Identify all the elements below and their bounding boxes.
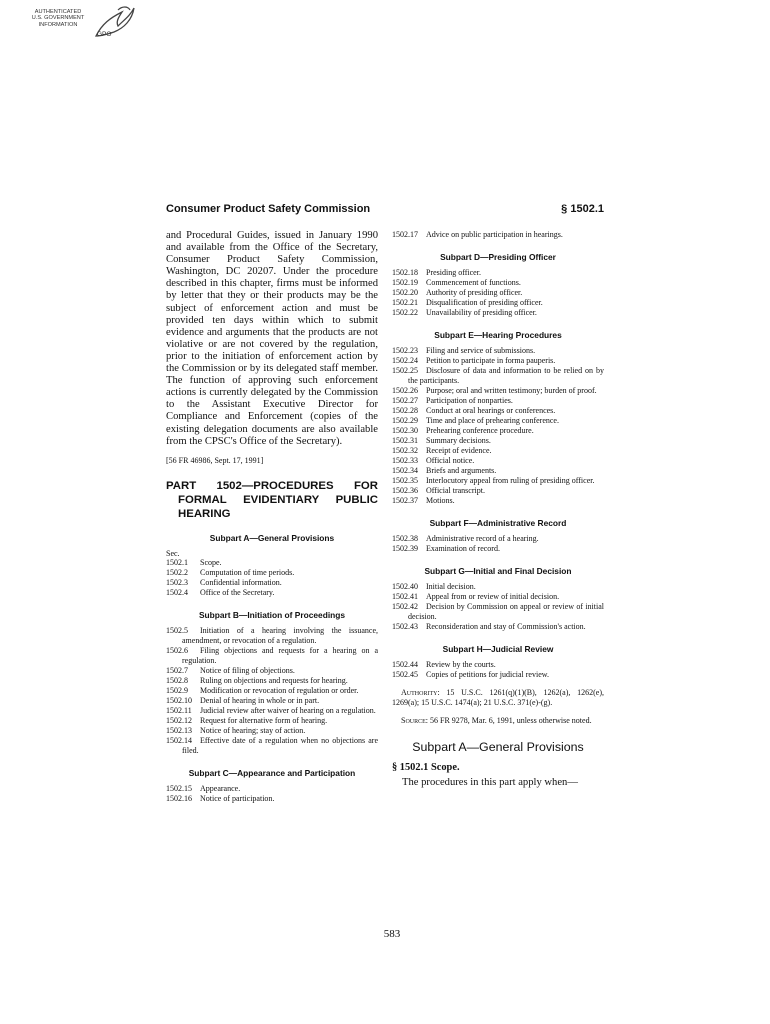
toc-item: 1502.7 Notice of filing of objections. <box>166 665 295 675</box>
subpart-e-heading: Subpart E—Hearing Procedures <box>434 330 562 340</box>
toc-item: 1502.45 Copies of petitions for judicial review. <box>392 670 550 679</box>
right-column <box>392 230 604 789</box>
page-number: 583 <box>383 928 401 940</box>
toc-item: 1502.10 Denial of hearing in whole or in part. <box>166 695 320 705</box>
toc-item: 1502.33 Official notice. <box>392 456 475 465</box>
toc-item: 1502.21 Disqualification of presiding officer. <box>392 298 543 307</box>
toc-item: 1502.9 Modification or revocation of regulation or order. <box>166 685 359 695</box>
toc-item: 1502.35 Interlocutory appeal from ruling of presiding officer. <box>392 476 595 485</box>
toc-item: 1502.38 Administrative record of a hearing. <box>392 534 539 543</box>
toc-item: 1502.20 Authority of presiding officer. <box>392 288 523 297</box>
toc-item: 1502.31 Summary decisions. <box>392 436 491 445</box>
toc-item: 1502.3 Confidential information. <box>166 577 282 587</box>
toc-item: 1502.41 Appeal from or review of initial decision. <box>392 592 560 601</box>
subpart-h-heading: Subpart H—Judicial Review <box>442 644 554 654</box>
seal-gpo: GPO <box>97 31 112 38</box>
subpart-d-heading: Subpart D—Presiding Officer <box>440 252 556 262</box>
seal-text: AUTHENTICATED U.S. GOVERNMENT INFORMATION <box>31 9 85 28</box>
toc-item: 1502.25 Disclosure of data and information to be relied on by the participants. <box>392 366 604 385</box>
subpart-b-list <box>166 626 378 756</box>
toc-item: 1502.16 Notice of participation. <box>166 793 275 803</box>
toc-item: 1502.13 Notice of hearing; stay of action. <box>166 725 306 735</box>
subpart-f-list <box>392 534 604 554</box>
toc-item: 1502.29 Time and place of prehearing conference. <box>392 416 559 425</box>
toc-item: 1502.19 Commencement of functions. <box>392 278 521 287</box>
toc-item: 1502.8 Ruling on objections and requests for hearing. <box>166 675 348 685</box>
toc-item: 1502.17 Advice on public participation in hearings. <box>392 230 563 239</box>
subpart-c-list <box>166 784 378 804</box>
left-column <box>166 230 378 804</box>
toc-item: 1502.26 Purpose; oral and written testimony; burden of proof. <box>392 386 597 395</box>
toc-item: 1502.2 Computation of time periods. <box>166 567 295 577</box>
subpart-d-list <box>392 268 604 318</box>
toc-item: 1502.27 Participation of nonparties. <box>392 396 513 405</box>
subpart-e-list <box>392 346 604 506</box>
toc-item: 1502.42 Decision by Commission on appeal or review of initial decision. <box>392 602 604 621</box>
section-heading: § 1502.1 Scope. <box>392 762 460 773</box>
toc-item: 1502.12 Request for alternative form of hearing. <box>166 715 328 725</box>
toc-item: 1502.23 Filing and service of submissions. <box>392 346 536 355</box>
toc-item: 1502.24 Petition to participate in forma pauperis. <box>392 356 556 365</box>
sec-label: Sec. <box>166 548 180 558</box>
citation: [56 FR 46986, Sept. 17, 1991] <box>166 455 264 465</box>
section-text: The procedures in this part apply when— <box>402 777 578 788</box>
source-note: Source: 56 FR 9278, Mar. 6, 1991, unless otherwise noted. <box>401 716 592 725</box>
eagle-icon <box>88 4 138 44</box>
toc-item: 1502.18 Presiding officer. <box>392 268 481 277</box>
toc-item: 1502.6 Filing objections and requests for a hearing on a regulation. <box>166 645 378 665</box>
toc-item: 1502.43 Reconsideration and stay of Commission's action. <box>392 622 586 631</box>
subpart-a-heading: Subpart A—General Provisions <box>209 532 335 543</box>
toc-item: 1502.22 Unavailability of presiding officer. <box>392 308 537 317</box>
running-head-agency: Consumer Product Safety Commission <box>166 203 371 215</box>
intro-paragraph: and Procedural Guides, issued in January 1990 and available from the Office of the Secretary, Consumer Product Safety Commission, Washington, DC 20207. Under the procedure described in this chapter, firms must be informed by letter that they or their products may be the subject of enforcement action and must be provided ten days within which to submit evidence and arguments that the products are not violative or are not covered by the regulation, prior to the initiation of enforcement action by the Commission or by its delegated staff member. The function of approving such enforcement actions is currently delegated by the Commission to the Assistant Executive Director for Compliance and Enforcement (copies of the existing delegation documents are also available from the CPSC's Office of the Secretary). <box>166 230 378 447</box>
toc-item: 1502.39 Examination of record. <box>392 544 500 553</box>
subpart-f-heading: Subpart F—Administrative Record <box>429 518 567 528</box>
toc-item: 1502.28 Conduct at oral hearings or conferences. <box>392 406 556 415</box>
toc-item: 1502.37 Motions. <box>392 496 455 505</box>
toc-item: 1502.4 Office of the Secretary. <box>166 587 275 597</box>
toc-item: 1502.32 Receipt of evidence. <box>392 446 492 455</box>
toc-item: 1502.15 Appearance. <box>166 783 241 793</box>
subpart-a-list <box>166 558 378 598</box>
authentication-seal <box>28 4 140 46</box>
running-head-section: § 1502.1 <box>561 203 604 215</box>
toc-item: 1502.44 Review by the courts. <box>392 660 496 669</box>
toc-item: 1502.1 Scope. <box>166 557 222 567</box>
toc-item: 1502.5 Initiation of a hearing involving the issuance, amendment, or revocation of a regulation. <box>166 625 378 645</box>
authority-note: Authority: 15 U.S.C. 1261(q)(1)(B), 1262(a), 1262(e), 1269(a); 15 U.S.C. 1474(a); 21 U.S.C. 371(e)-(g). <box>392 688 605 707</box>
toc-item: 1502.36 Official transcript. <box>392 486 485 495</box>
toc-item: 1502.40 Initial decision. <box>392 582 476 591</box>
subpart-g-heading: Subpart G—Initial and Final Decision <box>424 566 572 576</box>
toc-item: 1502.34 Briefs and arguments. <box>392 466 497 475</box>
toc-item: 1502.11 Judicial review after waiver of hearing on a regulation. <box>166 705 376 715</box>
subpart-c-continued-list <box>392 230 604 240</box>
subpart-g-list <box>392 582 604 632</box>
toc-item: 1502.14 Effective date of a regulation when no objections are filed. <box>166 735 378 755</box>
subpart-a-title: Subpart A—General Provisions <box>412 740 584 754</box>
subpart-b-heading: Subpart B—Initiation of Proceedings <box>198 609 346 620</box>
subpart-h-list <box>392 660 604 680</box>
subpart-c-heading: Subpart C—Appearance and Participation <box>188 767 356 778</box>
part-title: PART 1502—PROCEDURES FOR FORMAL EVIDENTIARY PUBLIC HEARING <box>166 479 378 520</box>
toc-item: 1502.30 Prehearing conference procedure. <box>392 426 534 435</box>
